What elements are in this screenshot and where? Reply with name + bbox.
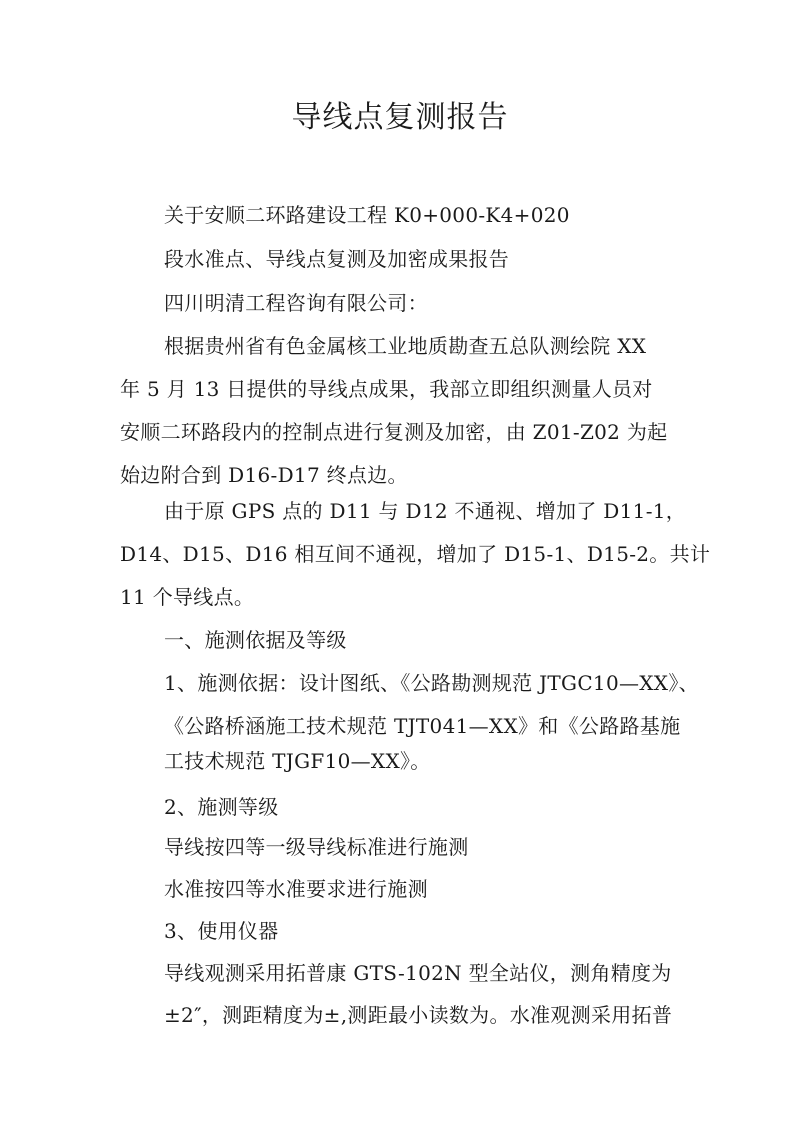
document-title: 导线点复测报告: [291, 100, 509, 135]
section-heading: 一、施测依据及等级: [164, 628, 347, 652]
subsection-heading: 2、施测等级: [164, 795, 279, 819]
text-line: 年 5 月 13 日提供的导线点成果，我部立即组织测量人员对: [120, 377, 653, 401]
text-line: 关于安顺二环路建设工程 K0+000-K4+020: [164, 203, 570, 227]
text-line: 11 个导线点。: [120, 585, 255, 609]
text-line: D14、D15、D16 相互间不通视，增加了 D15-1、D15-2。共计: [120, 542, 711, 566]
text-line: ±2″，测距精度为±,测距最小读数为。水准观测采用拓普: [164, 1003, 673, 1027]
text-line: 工技术规范 TJGF10—XX》。: [164, 749, 431, 773]
text-line: 四川明清工程咨询有限公司：: [164, 291, 428, 315]
text-line: 导线按四等一级导线标准进行施测: [164, 835, 469, 859]
text-line: 安顺二环路段内的控制点进行复测及加密，由 Z01-Z02 为起: [120, 420, 668, 444]
subsection-heading: 3、使用仪器: [164, 919, 279, 943]
text-line: 水准按四等水准要求进行施测: [164, 877, 428, 901]
text-line: 始边附合到 D16-D17 终点边。: [120, 463, 408, 487]
text-line: 导线观测采用拓普康 GTS-102N 型全站仪，测角精度为: [164, 961, 672, 985]
text-line: 1、施测依据：设计图纸、《公路勘测规范 JTGC10—XX》、: [164, 671, 699, 695]
text-line: 《公路桥涵施工技术规范 TJT041—XX》和《公路路基施: [164, 714, 681, 738]
text-line: 根据贵州省有色金属核工业地质勘查五总队测绘院 XX: [164, 334, 647, 358]
text-line: 由于原 GPS 点的 D11 与 D12 不通视、增加了 D11-1，: [164, 499, 687, 523]
text-line: 段水准点、导线点复测及加密成果报告: [164, 247, 510, 271]
